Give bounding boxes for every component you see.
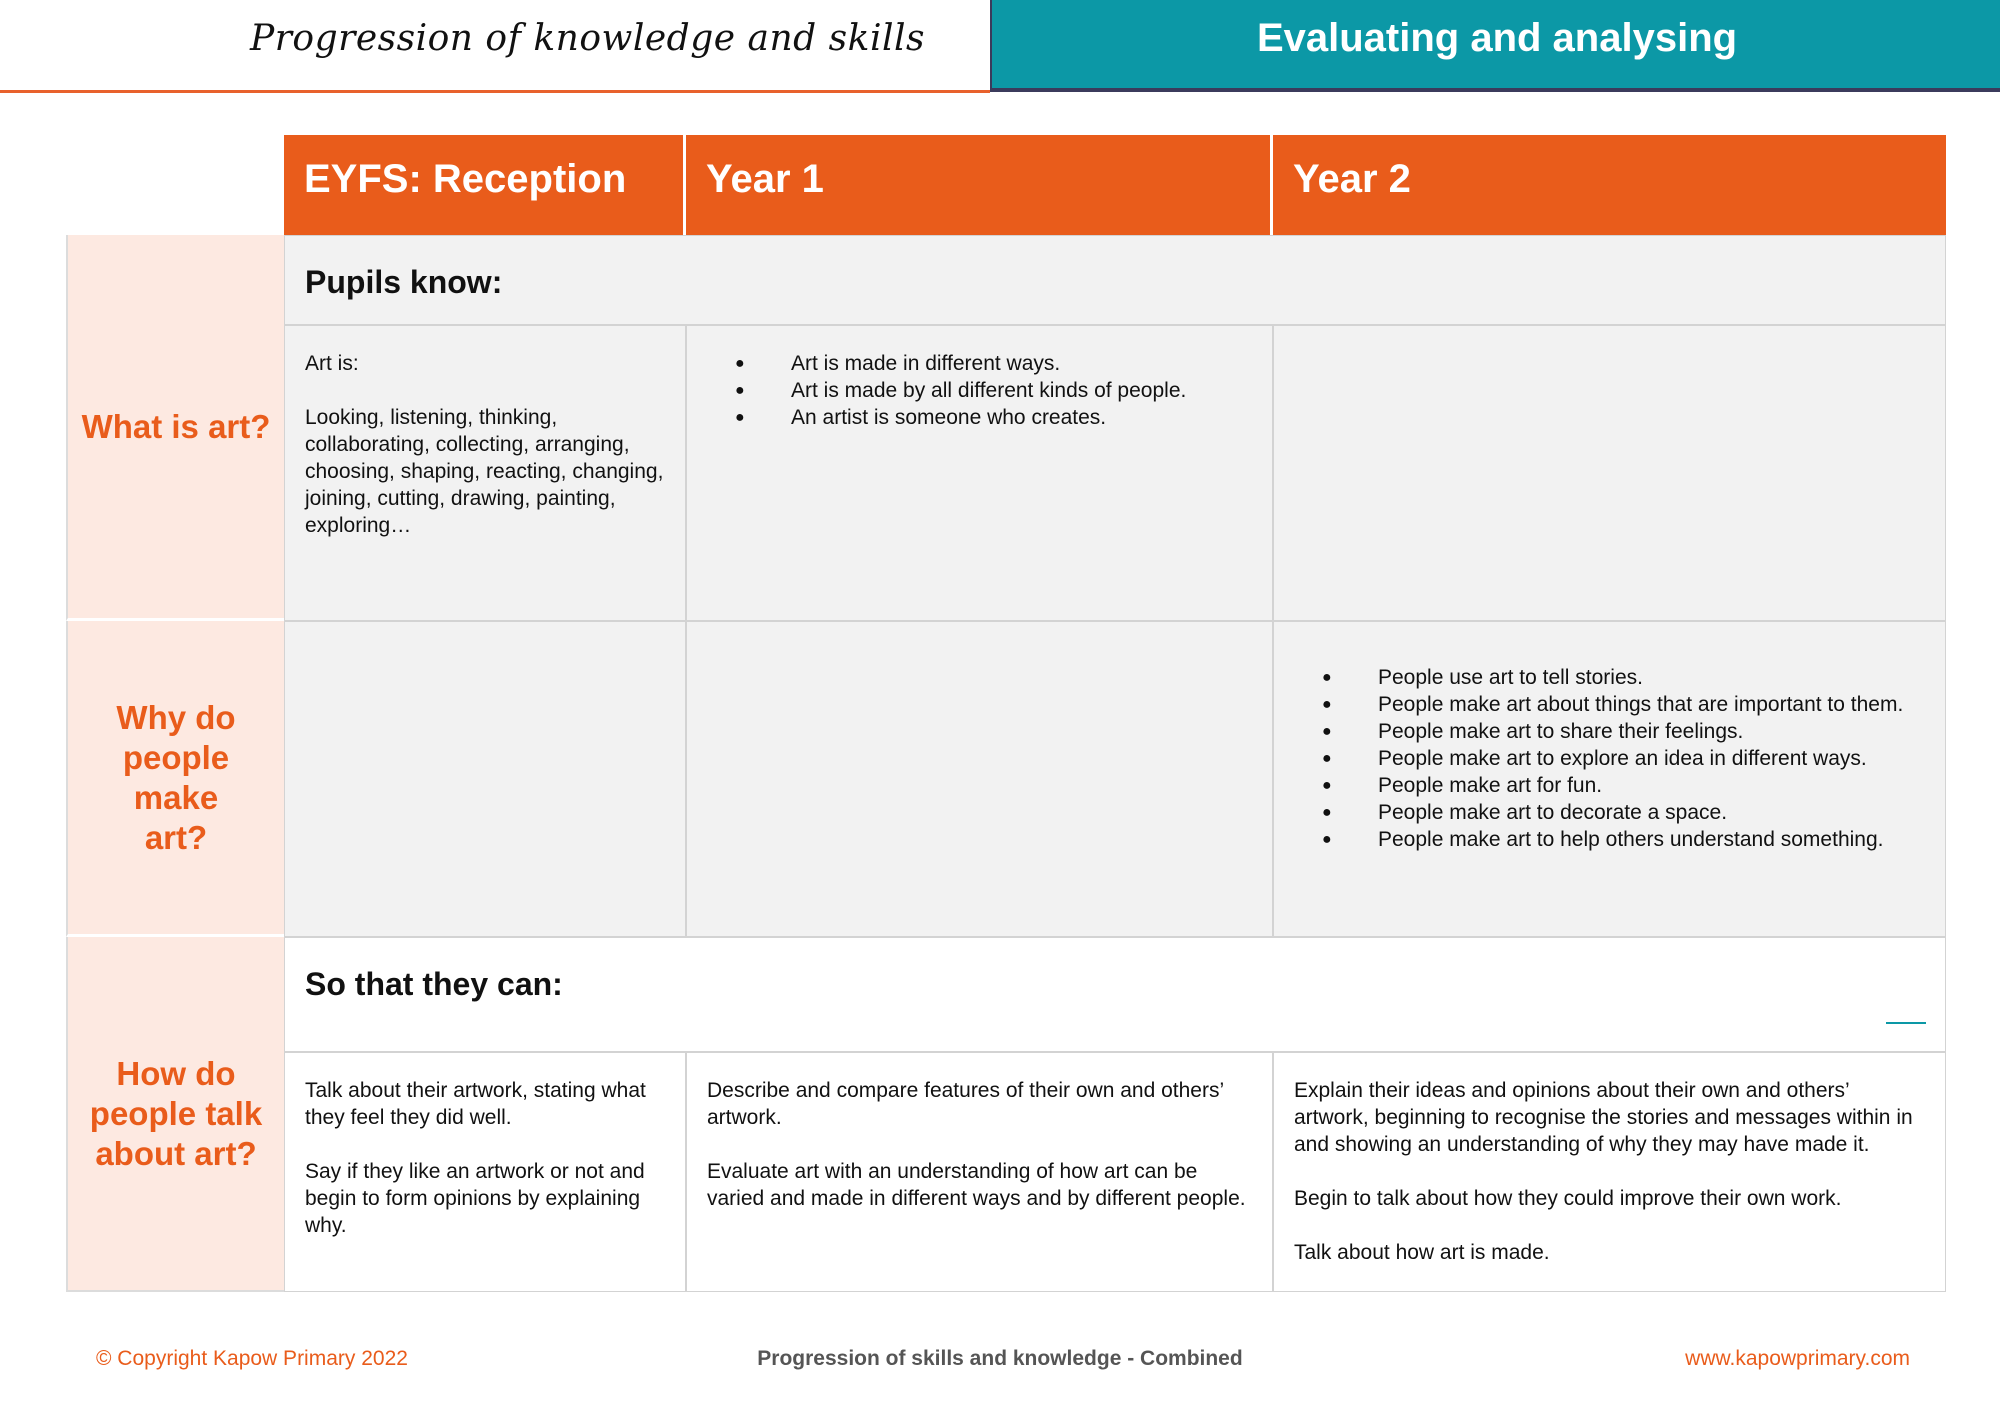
section-title: Evaluating and analysing xyxy=(1256,16,1738,60)
section-pupils-know: Pupils know: xyxy=(284,235,1946,325)
bullet-list xyxy=(1322,664,1925,853)
cell-text: Describe and compare features of their own and others’ artwork. xyxy=(707,1079,1224,1129)
cell-text: Explain their ideas and opinions about their own and others’ artwork, beginning to recognise the stories and messages within in and showing an understanding of why they may have made it. xyxy=(1294,1079,1913,1156)
footer-center-text: Progression of skills and knowledge - Combined xyxy=(757,1347,1243,1370)
list-item: ● An artist is someone who creates. xyxy=(735,404,1252,431)
cell-why-make-art-year1 xyxy=(686,621,1273,937)
header-right xyxy=(990,0,2000,92)
cell-what-is-art-year1 xyxy=(686,325,1273,621)
section-so-that-they-can: So that they can: xyxy=(284,937,1946,1052)
cell-why-make-art-year2 xyxy=(1273,621,1946,937)
list-item: ● People make art for fun. xyxy=(1322,772,1925,799)
cell-text: Art is: xyxy=(305,352,359,375)
cell-why-make-art-eyfs xyxy=(284,621,686,937)
bullet-list xyxy=(735,350,1252,431)
teal-dash-decoration xyxy=(1886,1022,1926,1024)
list-item: ● People make art about things that are important to them. xyxy=(1322,691,1925,718)
row-header-label: Why do people make art? xyxy=(116,698,236,856)
list-item: ● Art is made in different ways. xyxy=(735,350,1252,377)
row-header-why-make-art xyxy=(66,621,284,937)
list-item: ● People make art to help others understand something. xyxy=(1322,826,1925,853)
list-item: ● Art is made by all different kinds of people. xyxy=(735,377,1252,404)
footer-copyright: © Copyright Kapow Primary 2022 xyxy=(96,1347,408,1370)
list-item: ● People make art to share their feelings. xyxy=(1322,718,1925,745)
list-item: ● People make art to explore an idea in different ways. xyxy=(1322,745,1925,772)
cell-what-is-art-eyfs xyxy=(284,325,686,621)
row-header-talk-about-art xyxy=(66,937,284,1292)
column-header-eyfs: EYFS: Reception xyxy=(284,135,686,235)
list-item: ● People use art to tell stories. xyxy=(1322,664,1925,691)
cell-text: Evaluate art with an understanding of how art can be varied and made in different ways and by different people. xyxy=(707,1160,1246,1210)
progression-table xyxy=(66,135,1946,1292)
cell-talk-about-art-eyfs xyxy=(284,1052,686,1292)
cell-text: Talk about their artwork, stating what they feel they did well. xyxy=(305,1079,646,1129)
column-header-year1: Year 1 xyxy=(686,135,1273,235)
column-header-year2: Year 2 xyxy=(1273,135,1946,235)
document-title: Progression of knowledge and skills xyxy=(250,18,925,59)
row-header-label: What is art? xyxy=(81,407,271,445)
footer-url-link[interactable]: www.kapowprimary.com xyxy=(1685,1347,1910,1370)
cell-talk-about-art-year2 xyxy=(1273,1052,1946,1292)
cell-talk-about-art-year1 xyxy=(686,1052,1273,1292)
cell-text: Begin to talk about how they could improve their own work. xyxy=(1294,1187,1842,1210)
header-left xyxy=(0,0,990,93)
cell-what-is-art-year2 xyxy=(1273,325,1946,621)
row-header-label: How do people talk about art? xyxy=(89,1054,263,1172)
cell-text: Looking, listening, thinking, collaborating, collecting, arranging, choosing, shaping, reacting, changing, joining, cutting, drawing, painting, exploring… xyxy=(305,406,664,537)
cell-text: Say if they like an artwork or not and begin to form opinions by explaining why. xyxy=(305,1160,645,1237)
row-header-what-is-art xyxy=(66,235,284,621)
list-item: ● People make art to decorate a space. xyxy=(1322,799,1925,826)
cell-text: Talk about how art is made. xyxy=(1294,1241,1550,1264)
